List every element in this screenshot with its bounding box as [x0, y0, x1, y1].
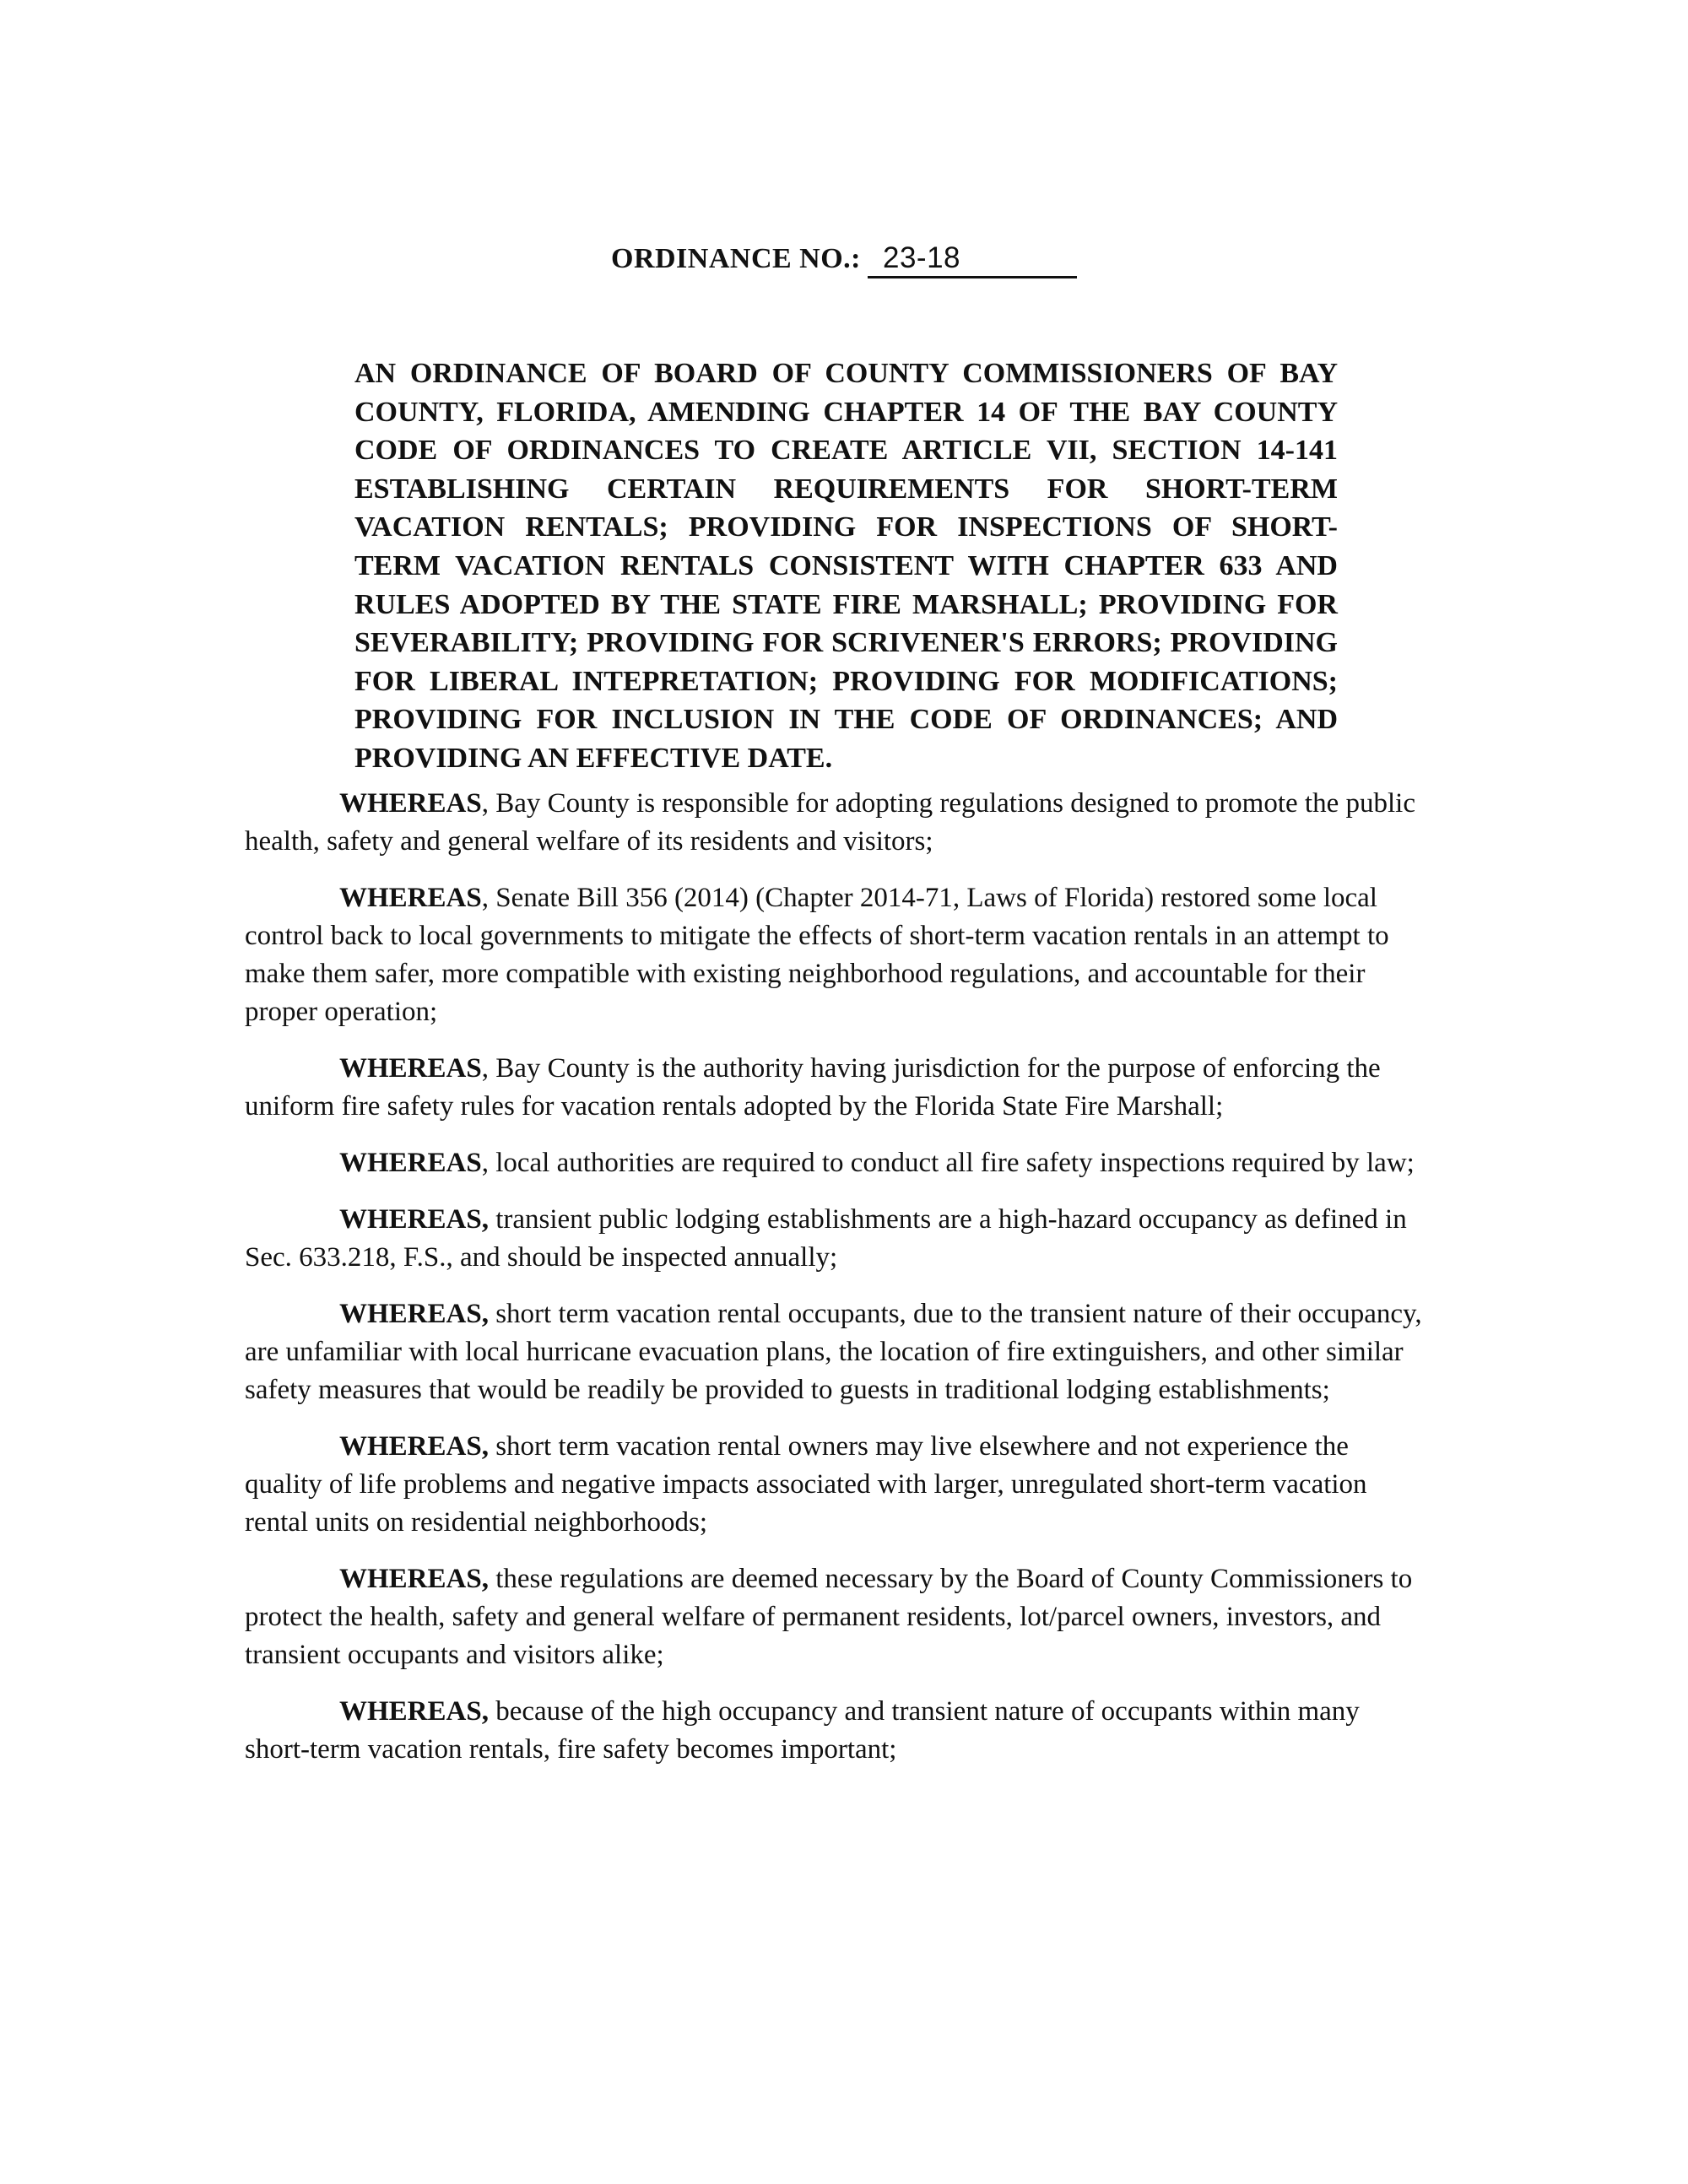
ordinance-title: AN ORDINANCE OF BOARD OF COUNTY COMMISSIONERS OF BAY COUNTY, FLORIDA, AMENDING CHAPTER 14 OF THE BAY COUNTY CODE OF ORDINANCES TO CREATE ARTICLE VII, SECTION 14-141 ESTABLISHING CERTAIN REQUIREMENTS FOR SHORT-TERM VACATION RENTALS; PROVIDING FOR INSPECTIONS OF SHORT-TERM VACATION RENTALS CONSISTENT WITH CHAPTER 633 AND RULES ADOPTED BY THE STATE FIRE MARSHALL; PROVIDING FOR SEVERABILITY; PROVIDING FOR SCRIVENER'S ERRORS; PROVIDING FOR LIBERAL INTEPRETATION; PROVIDING FOR MODIFICATIONS; PROVIDING FOR INCLUSION IN THE CODE OF ORDINANCES; AND PROVIDING AN EFFECTIVE DATE.	[354, 358, 1338, 774]
whereas-text: , Bay County is responsible for adopting regulations designed to promote the public health, safety and general welfare of its residents and visitors;	[245, 788, 1415, 857]
whereas-text: , Bay County is the authority having jurisdiction for the purpose of enforcing the uniform fire safety rules for vacation rentals adopted by the Florida State Fire Marshall;	[245, 1053, 1381, 1122]
whereas-keyword: WHEREAS,	[339, 1204, 489, 1235]
whereas-paragraph	[245, 1560, 1426, 1674]
whereas-text: short term vacation rental occupants, due to the transient nature of their occupancy, are unfamiliar with local hurricane evacuation plans, the location of fire extinguishers, and other similar safety measures that would be readily be provided to guests in traditional lodging establishments;	[245, 1299, 1422, 1405]
ordinance-number-label: ORDINANCE NO.:	[611, 243, 861, 274]
ordinance-number-heading	[0, 241, 1688, 278]
whereas-paragraph	[245, 1428, 1426, 1542]
whereas-clauses	[245, 785, 1426, 1787]
whereas-text: , Senate Bill 356 (2014) (Chapter 2014-71, Laws of Florida) restored some local control back to local governments to mitigate the effects of short-term vacation rentals in an attempt to make them safer, more compatible with existing neighborhood regulations, and accountable for their proper operation;	[245, 883, 1389, 1027]
whereas-text: these regulations are deemed necessary by the Board of County Commissioners to protect the health, safety and general welfare of permanent residents, lot/parcel owners, investors, and transient occupants and visitors alike;	[245, 1564, 1413, 1670]
whereas-paragraph	[245, 1693, 1426, 1769]
whereas-keyword: WHEREAS	[339, 1148, 482, 1178]
whereas-text: because of the high occupancy and transient nature of occupants within many short-term vacation rentals, fire safety becomes important;	[245, 1696, 1360, 1765]
whereas-paragraph	[245, 879, 1426, 1031]
whereas-text: , local authorities are required to conduct all fire safety inspections required by law;	[481, 1148, 1415, 1178]
whereas-keyword: WHEREAS,	[339, 1696, 489, 1727]
whereas-paragraph	[245, 1201, 1426, 1277]
whereas-keyword: WHEREAS	[339, 883, 482, 913]
whereas-keyword: WHEREAS,	[339, 1564, 489, 1594]
whereas-keyword: WHEREAS	[339, 788, 482, 819]
whereas-paragraph	[245, 785, 1426, 861]
whereas-keyword: WHEREAS,	[339, 1431, 489, 1462]
whereas-paragraph	[245, 1295, 1426, 1409]
ordinance-number-value: 23-18	[883, 241, 961, 274]
whereas-paragraph	[245, 1144, 1426, 1182]
whereas-paragraph	[245, 1050, 1426, 1126]
whereas-text: transient public lodging establishments are a high-hazard occupancy as defined in Sec. 633.218, F.S., and should be inspected annually;	[245, 1204, 1407, 1273]
whereas-text: short term vacation rental owners may live elsewhere and not experience the quality of life problems and negative impacts associated with larger, unregulated short-term vacation rental units on residential neighborhoods;	[245, 1431, 1367, 1538]
whereas-keyword: WHEREAS	[339, 1053, 482, 1084]
ordinance-number-blank	[868, 241, 1077, 278]
whereas-keyword: WHEREAS,	[339, 1299, 489, 1329]
